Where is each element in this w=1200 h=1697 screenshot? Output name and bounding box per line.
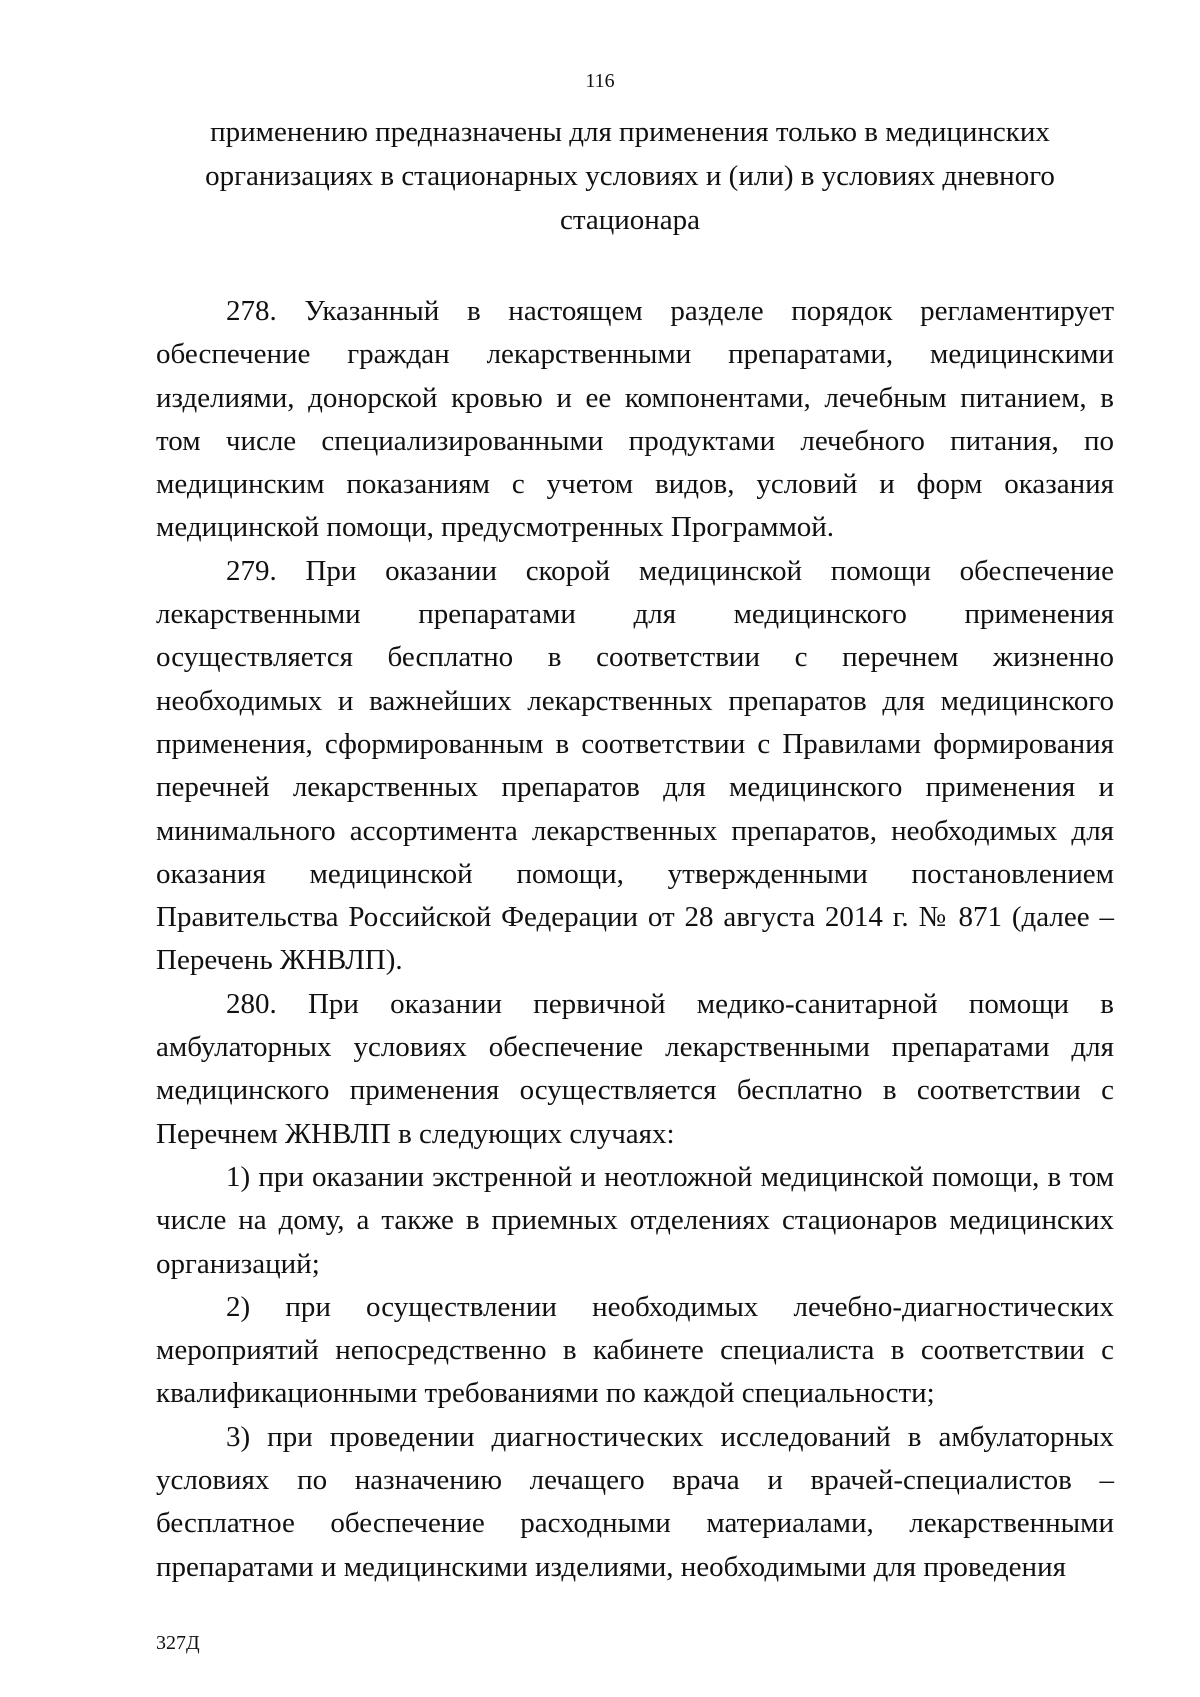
document-body (156, 290, 1114, 1589)
page-number: 116 (585, 70, 615, 92)
paragraph-279: 279. При оказании скорой медицинской помощи обеспечение лекарственными препаратами для медицинского применения осуществляется бесплатно в соответствии с перечнем жизненно необходимых и важнейших лекарственных препаратов для медицинского применения, сформированным в соответствии с Правилами формирования перечней лекарственных препаратов для медицинского применения и минимального ассортимента лекарственных препаратов, необходимых для оказания медицинской помощи, утвержденными постановлением Правительства Российской Федерации от 28 августа 2014 г. № 871 (далее – Перечень ЖНВЛП). (156, 554, 1114, 977)
heading-line-2: организациях в стационарных условиях и (или) в условиях дневного (205, 160, 1055, 192)
heading-line-3: стационара (559, 204, 701, 236)
list-item-2: 2) при осуществлении необходимых лечебно-диагностических мероприятий непосредственно в кабинете специалиста в соответствии с квалификационными требованиями по каждой специальности; (156, 1290, 1114, 1410)
list-item-1: 1) при оказании экстренной и неотложной медицинской помощи, в том числе на дому, а также в приемных отделениях стационаров медицинских организаций; (156, 1160, 1114, 1280)
paragraph-280: 280. При оказании первичной медико-санитарной помощи в амбулаторных условиях обеспечение лекарственными препаратами для медицинского применения осуществляется бесплатно в соответствии с Перечнем ЖНВЛП в следующих случаях: (156, 987, 1114, 1150)
section-heading (150, 110, 1110, 242)
paragraph-278: 278. Указанный в настоящем разделе порядок регламентирует обеспечение граждан лекарственными препаратами, медицинскими изделиями, донорской кровью и ее компонентами, лечебным питанием, в том числе специализированными продуктами лечебного питания, по медицинским показаниям с учетом видов, условий и форм оказания медицинской помощи, предусмотренных Программой. (156, 295, 1114, 544)
list-item-3: 3) при проведении диагностических исследований в амбулаторных условиях по назначению лечащего врача и врачей-специалистов – бесплатное обеспечение расходными материалами, лекарственными препаратами и медицинскими изделиями, необходимыми для проведения (156, 1420, 1114, 1583)
footer-document-code: 327Д (156, 1632, 200, 1654)
heading-line-1: применению предназначены для применения только в медицинских (210, 116, 1050, 148)
